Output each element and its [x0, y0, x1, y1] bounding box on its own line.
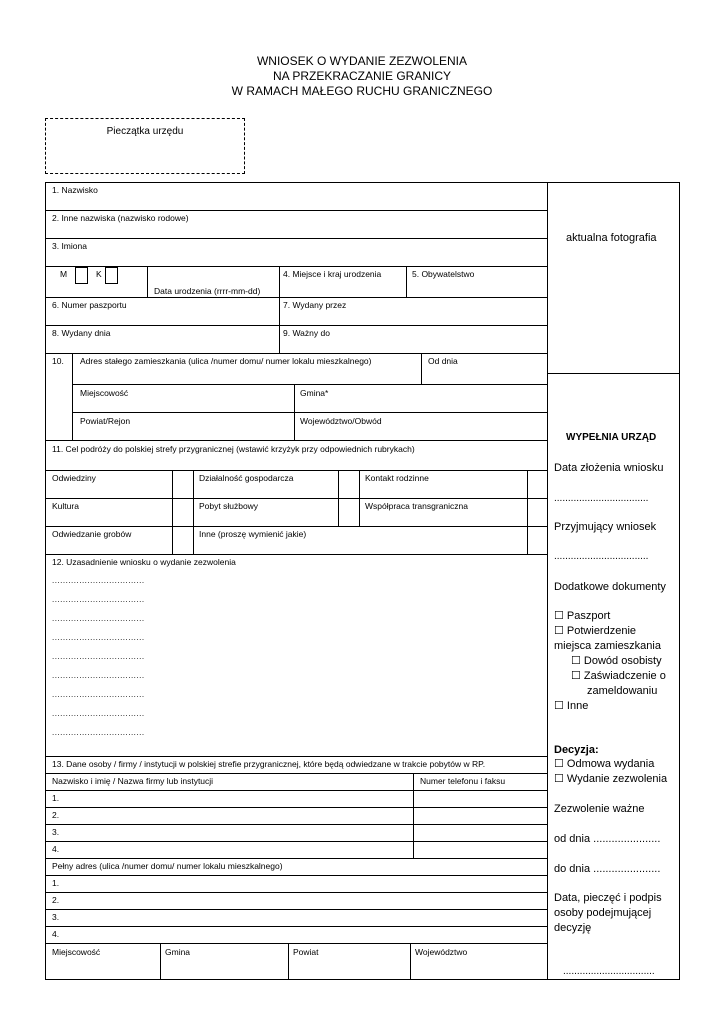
purpose-service-checkbox[interactable]: [339, 499, 358, 525]
field-other-names-label: 2. Inne nazwiska (nazwisko rodowe): [52, 213, 189, 223]
address-row-2: 2.: [52, 895, 60, 905]
address-label: Adres stałego zamieszkania (ulica /numer domu/ numer lokalu mieszkalnego): [80, 356, 372, 366]
valid-until-label: 9. Ważny do: [283, 328, 330, 338]
address-number: 10.: [52, 356, 64, 366]
justification-line: ..................................: [52, 691, 145, 699]
row-line: [45, 858, 547, 859]
visited-address-header: Pełny adres (ulica /numer domu/ numer lokalu mieszkalnego): [52, 861, 283, 871]
col-line: [160, 943, 161, 980]
address-row-3: 3.: [52, 912, 60, 922]
visited-voivodeship-label: Województwo: [415, 947, 468, 957]
row-line: [45, 790, 547, 791]
row-line: [72, 384, 547, 385]
row-line: [45, 526, 547, 527]
purpose-other-label: Inne (proszę wymienić jakie): [199, 529, 307, 539]
sex-k-checkbox[interactable]: [105, 267, 118, 284]
birthplace-label: 4. Miejsce i kraj urodzenia: [283, 269, 382, 279]
doc-residence[interactable]: ☐ Potwierdzenie: [554, 625, 637, 637]
photo-label: aktualna fotografia: [566, 232, 657, 244]
row-line: [45, 909, 547, 910]
title-line-3: W RAMACH MAŁEGO RUCHU GRANICZNEGO: [231, 84, 493, 98]
sex-m-checkbox[interactable]: [75, 267, 88, 284]
row-line: [45, 440, 547, 441]
justification-line: ..................................: [52, 710, 145, 718]
issued-date-label: 8. Wydany dnia: [52, 328, 111, 338]
receiver-dots: ..................................: [554, 551, 649, 562]
justification-line: ..................................: [52, 615, 145, 623]
purpose-visits-label: Odwiedziny: [52, 473, 96, 483]
visited-name-header: Nazwisko i imię / Nazwa firmy lub instytucji: [52, 776, 214, 786]
row-line: [45, 210, 547, 211]
receiver-label: Przyjmujący wniosek: [554, 521, 657, 533]
visited-phone-header: Numer telefonu i faksu: [420, 776, 506, 786]
title-line-1: WNIOSEK O WYDANIE ZEZWOLENIA: [256, 54, 468, 68]
row-line: [45, 807, 547, 808]
address-row-4: 4.: [52, 929, 60, 939]
form-title: [0, 54, 724, 99]
first-names-input[interactable]: [46, 252, 546, 265]
office-stamp-box: [45, 118, 245, 174]
permit-valid-label: Zezwolenie ważne: [554, 803, 645, 815]
col-line: [294, 384, 295, 440]
col-line: [413, 773, 414, 858]
submit-date-dots: ..................................: [554, 493, 649, 504]
city-label: Miejscowość: [80, 388, 129, 398]
purpose-graves-label: Odwiedzanie grobów: [52, 529, 132, 539]
col-line: [421, 353, 422, 384]
col-line: [72, 353, 73, 440]
title-line-2: NA PRZEKRACZANIE GRANICY: [272, 69, 452, 83]
justification-label: 12. Uzasadnienie wniosku o wydanie zezwolenia: [52, 557, 236, 567]
purpose-family-checkbox[interactable]: [528, 471, 546, 497]
row-line: [45, 238, 547, 239]
doc-residence-cont: miejsca zamieszkania: [554, 640, 661, 652]
address-since-label: Od dnia: [428, 356, 458, 366]
permit-from: od dnia ......................: [554, 833, 661, 845]
field-first-names-label: 3. Imiona: [52, 241, 87, 251]
submit-date-label: Data złożenia wniosku: [554, 462, 664, 474]
purpose-family-label: Kontakt rodzinne: [365, 473, 429, 483]
justification-line: ..................................: [52, 729, 145, 737]
purpose-crossborder-label: Współpraca transgraniczna: [365, 501, 468, 511]
visited-row-4: 4.: [52, 844, 60, 854]
row-line: [45, 297, 547, 298]
surname-input[interactable]: [46, 196, 546, 209]
purpose-other-checkbox[interactable]: [528, 527, 546, 553]
purpose-visits-checkbox[interactable]: [173, 471, 192, 497]
purpose-service-label: Pobyt służbowy: [199, 501, 259, 511]
issued-by-label: 7. Wydany przez: [283, 300, 347, 310]
birth-date-label: Data urodzenia (rrrr-mm-dd): [154, 286, 261, 296]
row-line: [45, 892, 547, 893]
visited-district-label: Powiat: [293, 947, 319, 957]
signature-label-3: decyzję: [554, 922, 592, 934]
justification-line: ..................................: [52, 653, 145, 661]
other-names-input[interactable]: [46, 224, 546, 237]
permit-to: do dnia ......................: [554, 863, 661, 875]
extra-docs-label: Dodatkowe dokumenty: [554, 581, 666, 593]
col-line: [288, 943, 289, 980]
travel-purpose-label: 11. Cel podróży do polskiej strefy przygranicznej (wstawić krzyżyk przy odpowiednich rubrykach): [52, 444, 415, 454]
row-line: [45, 266, 547, 267]
signature-label-2: osoby podejmującej: [554, 907, 652, 919]
justification-line: ..................................: [52, 634, 145, 642]
decision-refusal[interactable]: ☐ Odmowa wydania: [554, 758, 655, 770]
decision-issue[interactable]: ☐ Wydanie zezwolenia: [554, 773, 668, 785]
row-line: [45, 773, 547, 774]
purpose-culture-checkbox[interactable]: [173, 499, 192, 525]
col-line: [193, 470, 194, 554]
purpose-graves-checkbox[interactable]: [173, 527, 192, 553]
row-line: [45, 325, 547, 326]
decision-label: Decyzja:: [554, 744, 599, 756]
right-column-divider: [547, 182, 548, 980]
visited-commune-label: Gmina: [165, 947, 191, 957]
col-line: [406, 266, 407, 297]
justification-line: ..................................: [52, 577, 145, 585]
row-line: [45, 756, 547, 757]
row-line: [45, 875, 547, 876]
col-line: [410, 943, 411, 980]
purpose-crossborder-checkbox[interactable]: [528, 499, 546, 525]
col-line: [359, 470, 360, 526]
field-surname-label: 1. Nazwisko: [52, 185, 98, 195]
visited-person-label: 13. Dane osoby / firmy / instytucji w polskiej strefie przygranicznej, które będą odwiedzane w trakcie pobytów w RP.: [52, 759, 486, 769]
justification-line: ..................................: [52, 596, 145, 604]
sex-k-label: K: [96, 269, 102, 279]
row-line: [45, 498, 547, 499]
stamp-label: Pieczątka urzędu: [106, 126, 184, 137]
visited-row-3: 3.: [52, 827, 60, 837]
doc-passport[interactable]: ☐ Paszport: [554, 610, 611, 622]
visited-city-label: Miejscowość: [52, 947, 101, 957]
doc-id-card[interactable]: ☐ Dowód osobisty: [571, 655, 662, 667]
row-line: [45, 554, 547, 555]
voivodeship-label: Województwo/Obwód: [300, 416, 382, 426]
purpose-business-label: Działalność gospodarcza: [199, 473, 294, 483]
justification-line: ..................................: [52, 672, 145, 680]
doc-other[interactable]: ☐ Inne: [554, 700, 589, 712]
birth-date-input[interactable]: [148, 267, 278, 285]
row-line: [45, 943, 547, 944]
signature-label-1: Data, pieczęć i podpis: [554, 892, 662, 904]
row-line: [45, 926, 547, 927]
row-line: [45, 824, 547, 825]
col-line: [279, 266, 280, 353]
visited-row-1: 1.: [52, 793, 60, 803]
sex-m-label: M: [60, 269, 68, 279]
row-line: [45, 353, 547, 354]
office-header: WYPEŁNIA URZĄD: [566, 432, 657, 443]
doc-registration[interactable]: ☐ Zaświadczenie o: [571, 670, 666, 682]
commune-label: Gmina*: [300, 388, 329, 398]
photo-box-bottom: [547, 373, 680, 374]
visited-row-2: 2.: [52, 810, 60, 820]
row-line: [45, 470, 547, 471]
district-label: Powiat/Rejon: [80, 416, 131, 426]
purpose-business-checkbox[interactable]: [339, 471, 358, 497]
citizenship-label: 5. Obywatelstwo: [412, 269, 475, 279]
row-line: [72, 412, 547, 413]
address-row-1: 1.: [52, 878, 60, 888]
doc-registration-cont: zameldowaniu: [587, 685, 658, 697]
passport-number-label: 6. Numer paszportu: [52, 300, 127, 310]
purpose-culture-label: Kultura: [52, 501, 79, 511]
row-line: [45, 841, 547, 842]
signature-dots: .................................: [563, 966, 655, 977]
